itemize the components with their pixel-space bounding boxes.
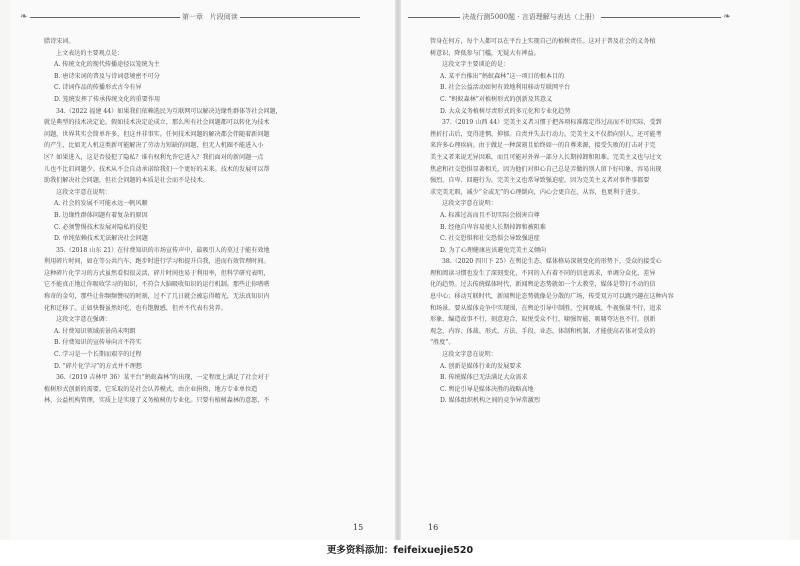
header-rule	[240, 17, 360, 18]
text-line: D. 笼统发挥了传承传统文化的重要作用	[54, 95, 161, 103]
text-line: 这段文字意在说明：	[442, 200, 497, 208]
text-line: 植树形式创新的需要。它采取的是社会认养模式，由企业捐资，地方专业单位造	[44, 385, 258, 393]
text-line: 焦虑和社交恐惧显著相关，因为他们对担心自己总是弄做的别人留下好印象，容易出现	[430, 165, 662, 173]
header-rule	[30, 17, 180, 18]
text-line: B. 经他自卑容易使人长期掉卸和被阻难	[440, 223, 546, 231]
text-line: 这段文字意在说明：	[442, 351, 497, 359]
leaf-ornament-icon: ❧	[723, 12, 731, 22]
text-line: 这段文字主要谈论的是：	[442, 61, 510, 69]
text-line: 形象、编造故事不行，刻意迎合，取悦受众不行，啸强智能、吸啸夸达也不行。创新	[430, 316, 656, 324]
right-page-number: 16	[428, 523, 439, 532]
text-line: 35.（2018 山东 21）在付费知识的市场宣传声中，最吸引人的莫过于能有效地	[56, 246, 270, 254]
text-line: B. 边缘性群体问题有着复杂的原因	[54, 211, 148, 219]
text-line: D. 大众义务植树尽责形式的多元化和专业化趋势	[440, 107, 571, 115]
text-line: B. 付费知识的宣传导向言不符实	[54, 339, 142, 347]
text-line: D. 媒体组织机构之间的竞争异常激烈	[440, 397, 540, 405]
text-line: B. 社会公益活动如何有效地利用移动互联网平台	[440, 84, 571, 92]
text-line: 挫折打击后，变得迷惘、抑郁。自责并失去行动力。完美主义不仅指向别人，还可能考	[430, 130, 662, 138]
right-page-header	[408, 12, 731, 26]
text-line: 腊诗宋词。	[44, 38, 75, 45]
text-line: 息中心；移动互联时代，新闻舆论态势就像是分散的广场，传受双方可以跳兴趣在这种内容	[430, 293, 674, 301]
text-line: 这段文字意在说明：	[56, 188, 111, 196]
header-rule	[601, 17, 721, 18]
text-line: 的产生，比如无人机这类新可能解决了劳动力短缺的问题，但无人机圈不能进入小	[44, 142, 264, 150]
text-line: 林，公益机构管理，实质上是实现了义务植树的专业化。只要有植树森林的意愿，不	[44, 397, 270, 405]
leaf-ornament-icon: ❧	[20, 12, 28, 22]
text-line: 管身在何方，每个人都可以在平台上实现自己的植树责任。这对于普及社会的义务植	[430, 38, 656, 45]
text-line: C. 必须警惕技术发展对隐私的侵犯	[54, 223, 148, 231]
text-line: 树意识，降低参与门槛，无疑大有裨益。	[430, 49, 540, 57]
text-line: 它不能真正地让你吸收学习的知识，不符合大脑吸收知识的运行机制。那些让你嗜嗜	[44, 281, 270, 289]
text-line: 区？如果进入，这是否侵犯了隐私？谁有权利允许它进入？我们面对的新问题一点	[44, 153, 264, 161]
text-line: C. 诗词作品的传播形式古今有异	[54, 84, 142, 92]
text-line: B. 传统媒体已无法满足大众需求	[440, 374, 528, 382]
text-line: 这种碎片化学习的方式虽然看似很灵活，碎片时间也易于利用率，但科学研究表明，	[44, 269, 270, 277]
right-page-text	[430, 36, 776, 407]
book-gutter	[395, 0, 401, 540]
text-line: 化和迁移了。正如快餐虽然好吃，也有饱腹感，但并不代表有营养。	[44, 304, 227, 312]
text-line: C. “蚂蚁森林”对植树形式的创新及其意义	[440, 95, 553, 103]
text-line: 理和阅读习惯也发生了深刻变化，不同的人有着不同的信息需求，单调分众化、差异	[430, 269, 656, 277]
text-line: 化的趋势。过去传统媒体时代，新闻舆论态势就如一个大教堂，媒体是带打不动的信	[430, 281, 656, 289]
text-line: 称奇的金句，那些让你频频赞叹的时刻，过不了几日就会被忘得精光，无法真知识内	[44, 293, 270, 301]
text-line: A. 社会的发展不可能永远一帆风顺	[54, 200, 148, 208]
text-line: A. 付费知识领域前景尚未明朗	[54, 327, 136, 335]
text-line: 利用碎片时间，如在等公共汽车、跑步时进行学习和提升自我，进而有效管理时间。	[44, 258, 270, 266]
text-line: 就是典型的技术决定论。假如技术决定论成立，那么所有社会问题都可以转化为技术	[44, 119, 270, 127]
text-line: 来许多心理疾病。由于做足一种深刻且始终如一的自尊来源，接受失败的打击对于完	[430, 142, 656, 150]
text-line: C. 舆论引导是媒体决胜的战略高地	[440, 385, 534, 393]
text-line: A. 标准过高而且不切实际会损害自尊	[440, 211, 540, 219]
text-line: 强烈、自卑、回避行为。完美主义也常导致强迫症，因为完美主义者对事件事都要	[430, 177, 650, 185]
text-line: 问题，世界其实会简单许多，但这并非事实。任何技术问题的解决都会伴随着新问题	[44, 130, 270, 138]
left-page-header	[20, 12, 360, 26]
text-line: A. 创新是媒体行业的发展要求	[440, 362, 522, 370]
text-line: 34.（2022 福建 44）如果我们依赖选民为互联网可以解决边缘性群体等社会问题，	[56, 107, 282, 115]
text-line: 上文表达的主要观点是：	[56, 49, 124, 57]
text-line: C. 学习是一个长期而艰辛的过程	[54, 351, 142, 359]
text-line: 助我们解决社会问题，但社会问题的本质是社会而不是技术。	[44, 177, 209, 185]
text-line: A. 某平台推出“蚂蚁森林”这一项目的根本目的	[440, 72, 565, 80]
text-line: D. “碎片化学习”的方式并不理想	[54, 362, 142, 370]
text-line: 38.（2020 四川下 25）在舆论生态、媒体格局深刻变化的形势下，受众的接受心	[442, 258, 662, 266]
text-line: B. 唐诗宋词的普及与诗词意境密不可分	[54, 72, 160, 80]
footer-caption: 更多资料添加：feifeixuejie520	[326, 545, 474, 556]
text-line: 观念、内容、体裁、形式、方法、手段、业态、体制和机制，才能使高若体对受众的	[430, 327, 656, 335]
chapter-title: 片段阅读	[209, 13, 238, 21]
book-title: 决战行测5000题 · 言语理解与表达（上册）	[462, 13, 599, 21]
text-line: D. 为了心理健康应该避免完美主义倾向	[440, 246, 547, 254]
text-line: D. 单纯依赖技术无法解决社会问题	[54, 235, 148, 243]
text-line: “胜度”。	[430, 339, 455, 347]
left-page-number: 15	[353, 523, 364, 532]
left-page-text	[44, 36, 374, 407]
text-line: 37.（2019 山西 44）完美主义者习惯于把各项标准都定得过高而不切实际，受到	[442, 119, 662, 127]
text-line: 儿也不比旧问题少。技术从不会自动承诺给我们一个更好的未来。技术的发展可以帮	[44, 165, 270, 173]
text-line: 求完美无瑕，减少“全或无”的心理倒向，内心会更自在、从容，也更利于进步。	[430, 188, 644, 196]
chapter-label: 第一章	[182, 13, 204, 21]
text-line: 36.（2019 吉林甲 36）某平台“蚂蚁森林”的出现，一定程度上满足了社会对于	[56, 374, 270, 382]
text-line: 这段文字意在强调：	[56, 316, 111, 324]
text-line: 和场景。要从媒体竞争中实现围，在舆论引导中制胜，空间观域、牛视强量不行，追求	[430, 304, 662, 312]
text-line: C. 社交恐惧和社交恐惧会导致强迫症	[440, 235, 540, 243]
text-line: 美主义者来说无异因难，而且可能对外界一部分人长期掉卸和阻难。完美主义也与过文	[430, 153, 662, 161]
header-rule	[408, 17, 460, 18]
text-line: A. 传统文化的现代传播途径以笼统为主	[54, 61, 160, 69]
